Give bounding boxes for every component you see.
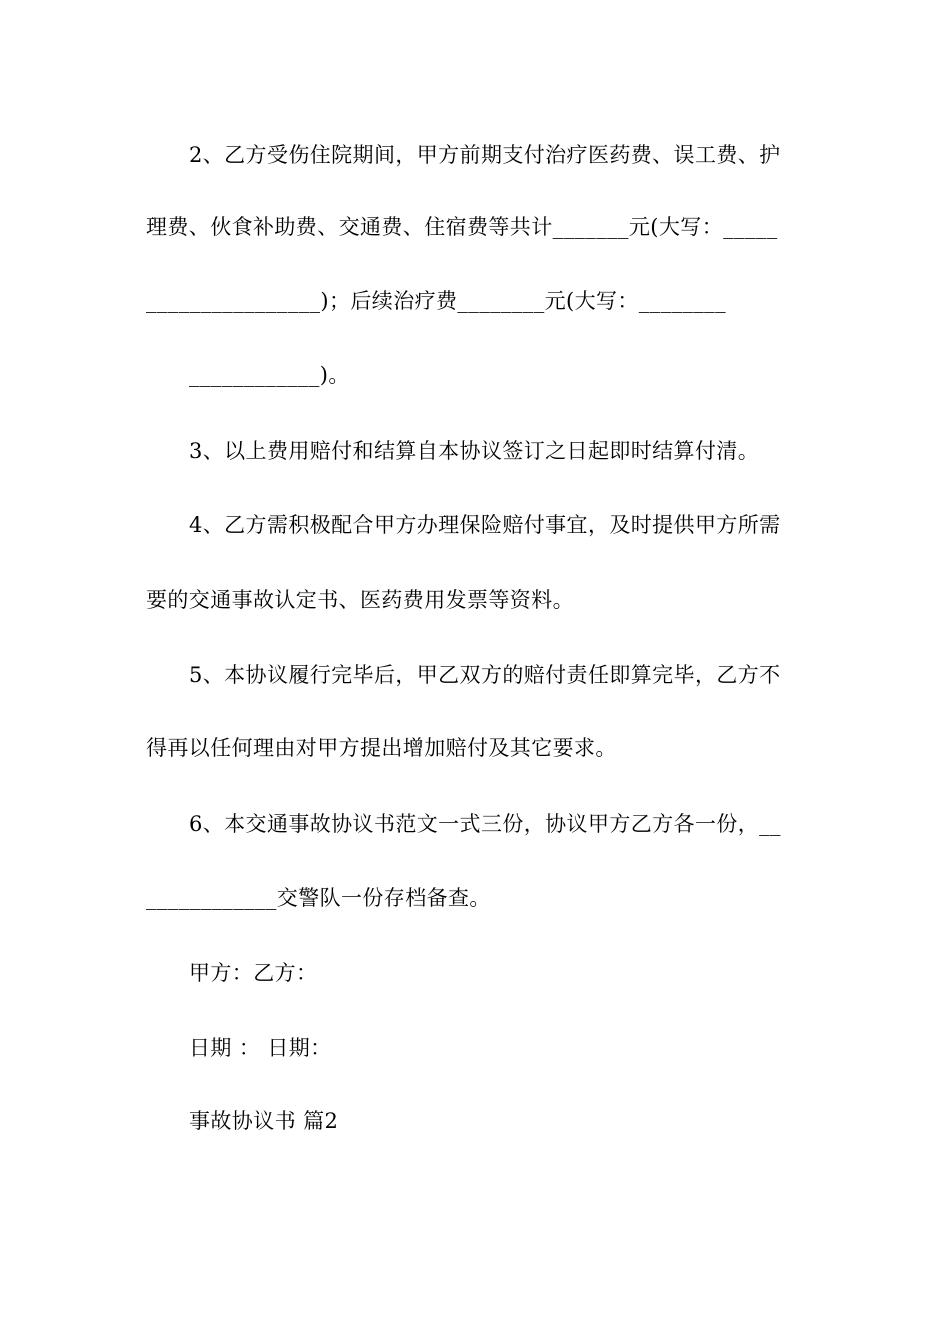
- clause-2-line-4: ____________)。: [189, 363, 350, 387]
- clause-6-line-1: 6、本交通事故协议书范文一式三份，协议甲方乙方各一份，__: [189, 812, 781, 836]
- clause-5-line-2: 得再以任何理由对甲方提出增加赔付及其它要求。: [146, 736, 617, 760]
- clause-6-line-2: ____________交警队一份存档备查。: [146, 886, 491, 910]
- party-signatures: 甲方：乙方：: [189, 961, 318, 985]
- clause-2-line-1: 2、乙方受伤住院期间，甲方前期支付治疗医药费、误工费、护: [189, 143, 781, 167]
- clause-4-line-2: 要的交通事故认定书、医药费用发票等资料。: [146, 588, 574, 612]
- signature-dates: 日期 ： 日期：: [189, 1036, 332, 1060]
- clause-3-line-1: 3、以上费用赔付和结算自本协议签订之日起即时结算付清。: [189, 439, 760, 463]
- section-heading: 事故协议书 篇2: [189, 1109, 339, 1133]
- clause-2-line-2: 理费、伙食补助费、交通费、住宿费等共计_______元(大写：_____: [146, 215, 778, 239]
- clause-5-line-1: 5、本协议履行完毕后，甲乙双方的赔付责任即算完毕，乙方不: [189, 663, 781, 687]
- clause-4-line-1: 4、乙方需积极配合甲方办理保险赔付事宜，及时提供甲方所需: [189, 513, 781, 537]
- clause-2-line-3: ________________)；后续治疗费________元(大写：________: [146, 289, 726, 313]
